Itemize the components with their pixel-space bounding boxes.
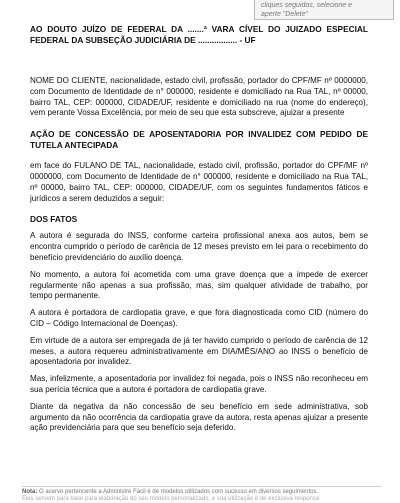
facts-paragraph-4: Em virtude de a autora ser empregada de já ter havido cumprido o período de carência de 12 meses, a autora requereu administrativamente em DIA/MÊS/ANO ao INSS o benefício de aposentadoria por invalidez.	[30, 335, 368, 367]
footer-label: Nota:	[22, 489, 38, 495]
hint-line-2: aperte "Delete"	[261, 11, 308, 18]
footer-note	[22, 486, 382, 503]
document-page	[30, 24, 368, 434]
action-title: AÇÃO DE CONCESSÃO DE APOSENTADORIA POR INVALIDEZ COM PEDIDO DE TUTELA ANTECIPADA	[30, 129, 368, 151]
footer-text: O acervo pertencente a Administre Fácil é de modelos utilizados com sucesso em diversos seguimentos.	[39, 489, 319, 495]
facts-heading: DOS FATOS	[30, 214, 78, 225]
facts-paragraph-6: Diante da negativa da não concessão de seu benefício em sede administrativa, sob argumento da não ocorrência da cardiopatia grave da autora, resta apenas ajuizar a presente ação previdenciária para que seu benefício seja deferido.	[30, 401, 368, 433]
facts-paragraph-5: Mas, infelizmente, a aposentadoria por invalidez foi negada, pois o INSS não reconheceu em sua perícia técnica que a autora é portadora de cardiopatia grave.	[30, 374, 368, 394]
instruction-hint-box	[254, 0, 394, 20]
facts-paragraph-2: No momento, a autora foi acometida com uma grave doença que a impede de exercer regularmente não apenas a sua profissão, mas, sim qualquer atividade de trabalho, por tempo permanente.	[30, 269, 368, 301]
hint-line-1: cliques seguidos, selecione e	[261, 2, 353, 9]
footer-text-2: Eles servem para base para elaboração do seu modelo personalizado, e sua utilização é de exclusiva responsa	[22, 496, 320, 502]
facts-paragraph-1: A autora é segurada do INSS, conforme carteira profissional anexa aos autos, bem se encontra cumprido o período de carência de 12 meses previsto em lei para o recebimento do benefício previdenciário do auxílio doença.	[30, 231, 368, 262]
facts-paragraph-3: A autora é portadora de cardiopatia grave, e que fora diagnosticada como CID (número do CID – Código Internacional de Doenças).	[30, 308, 368, 328]
intro-paragraph: NOME DO CLIENTE, nacionalidade, estado civil, profissão, portador do CPF/MF nº 0000000, com Documento de Identidade de n° 000000, residente e domiciliado na Rua TAL, nº 00000, bairro TAL, CEP: 000000, CIDADE/UF, residente e domiciliado na rua (nome do endereço), vem perante Vossa Excelência, por meio de seu que esta subscreve, ajuizar a presente	[30, 76, 368, 118]
addressee-heading: AO DOUTO JUÍZO DE FEDERAL DA .......ª VARA CÍVEL DO JUIZADO ESPECIAL FEDERAL DA SUBSEÇÃO JUDICIÁRIA DE ................. - UF	[30, 24, 368, 45]
against-paragraph: em face do FULANO DE TAL, nacionalidade, estado civil, profissão, portador do CPF/MF nº 0000000, com Documento de Identidade de n° 000000, residente e domiciliado na Rua TAL, nº 00000, bairro TAL, CEP: 000000, CIDADE/UF, com os seguintes fundamentos fáticos e jurídicos a serem deduzidos a seguir:	[30, 161, 368, 203]
